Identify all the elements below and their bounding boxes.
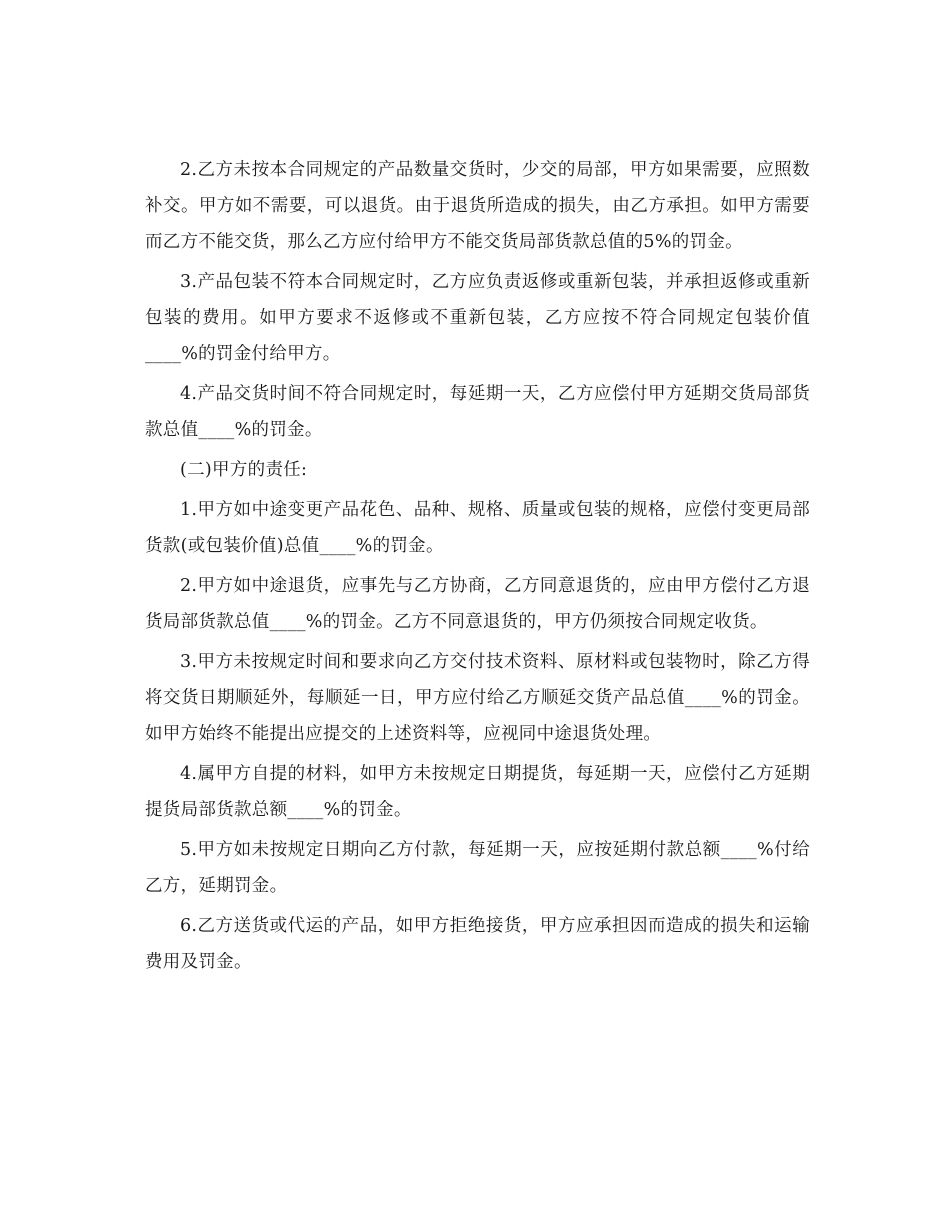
- clause-paragraph: 2.乙方未按本合同规定的产品数量交货时，少交的局部，甲方如果需要，应照数补交。甲方如不需要，可以退货。由于退货所造成的损失，由乙方承担。如甲方需要而乙方不能交货，那么乙方应付给甲方不能交货局部货款总值的5%的罚金。: [145, 160, 810, 252]
- clause-paragraph: 3.产品包装不符本合同规定时，乙方应负责返修或重新包装，并承担返修或重新包装的费用。如甲方要求不返修或不重新包装，乙方应按不符合同规定包装价值____%的罚金付给甲方。: [145, 272, 810, 364]
- clause-paragraph: 1.甲方如中途变更产品花色、品种、规格、质量或包装的规格，应偿付变更局部货款(或包装价值)总值____%的罚金。: [145, 500, 810, 556]
- section-heading: (二)甲方的责任:: [180, 460, 308, 480]
- clause-paragraph: 4.产品交货时间不符合同规定时，每延期一天，乙方应偿付甲方延期交货局部货款总值____%的罚金。: [145, 384, 810, 440]
- clause-paragraph: 2.甲方如中途退货，应事先与乙方协商，乙方同意退货的，应由甲方偿付乙方退货局部货款总值____%的罚金。乙方不同意退货的，甲方仍须按合同规定收货。: [145, 576, 810, 632]
- clause-paragraph: 5.甲方如未按规定日期向乙方付款，每延期一天，应按延期付款总额____%付给乙方，延期罚金。: [145, 840, 810, 896]
- clause-paragraph: 4.属甲方自提的材料，如甲方未按规定日期提货，每延期一天，应偿付乙方延期提货局部货款总额____%的罚金。: [145, 764, 810, 820]
- clause-paragraph: 3.甲方未按规定时间和要求向乙方交付技术资料、原材料或包装物时，除乙方得将交货日期顺延外，每顺延一日，甲方应付给乙方顺延交货产品总值____%的罚金。如甲方始终不能提出应提交的上述资料等，应视同中途退货处理。: [145, 652, 810, 744]
- clause-paragraph: 6.乙方送货或代运的产品，如甲方拒绝接货，甲方应承担因而造成的损失和运输费用及罚金。: [145, 916, 810, 972]
- document-body: [145, 152, 810, 984]
